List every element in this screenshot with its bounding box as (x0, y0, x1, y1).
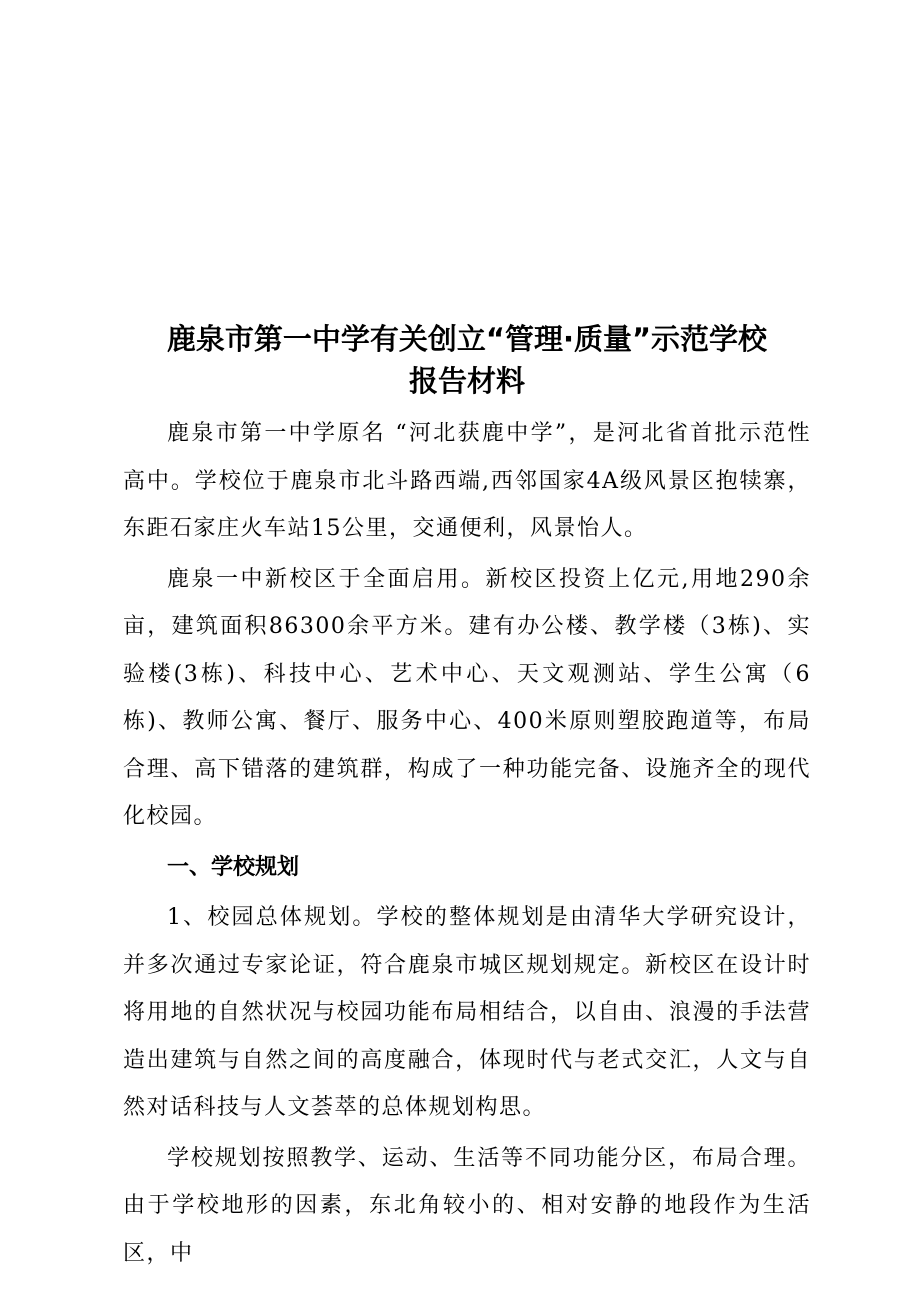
intro-paragraph-2: 鹿泉一中新校区于全面启用。新校区投资上亿元,用地290余亩，建筑面积86300余平方米。建有办公楼、教学楼（3栋)、实验楼(3栋)、科技中心、艺术中心、天文观测站、学生公寓（6栋)、教师公寓、餐厅、服务中心、400米原则塑胶跑道等，布局合理、高下错落的建筑群，构成了一种功能完备、设施齐全的现代化校园。 (123, 566, 811, 829)
section-heading: 一、学校规划 (167, 854, 300, 880)
section-paragraph-2: 学校规划按照教学、运动、生活等不同功能分区，布局合理。由于学校地形的因素，东北角较小的、相对安静的地段作为生活区，中 (123, 1145, 811, 1266)
title-line-2: 报告材料 (408, 364, 525, 398)
title-line-1: 鹿泉市第一中学有关创立“管理·质量”示范学校 (166, 322, 768, 356)
document-title (123, 318, 811, 402)
document-body (123, 410, 811, 1277)
section-paragraph-1: 1、校园总体规划。学校的整体规划是由清华大学研究设计，并多次通过专家论证，符合鹿泉市城区规划规定。新校区在设计时将用地的自然状况与校园功能布局相结合，以自由、浪漫的手法营造出建筑与自然之间的高度融合，体现时代与老式交汇，人文与自然对话科技与人文荟萃的总体规划构思。 (123, 905, 811, 1120)
document-page (123, 318, 811, 1280)
intro-paragraph-1: 鹿泉市第一中学原名 “河北获鹿中学”，是河北省首批示范性高中。学校位于鹿泉市北斗路西端,西邻国家4A级风景区抱犊寨，东距石家庄火车站15公里，交通便利，风景怡人。 (123, 421, 811, 541)
